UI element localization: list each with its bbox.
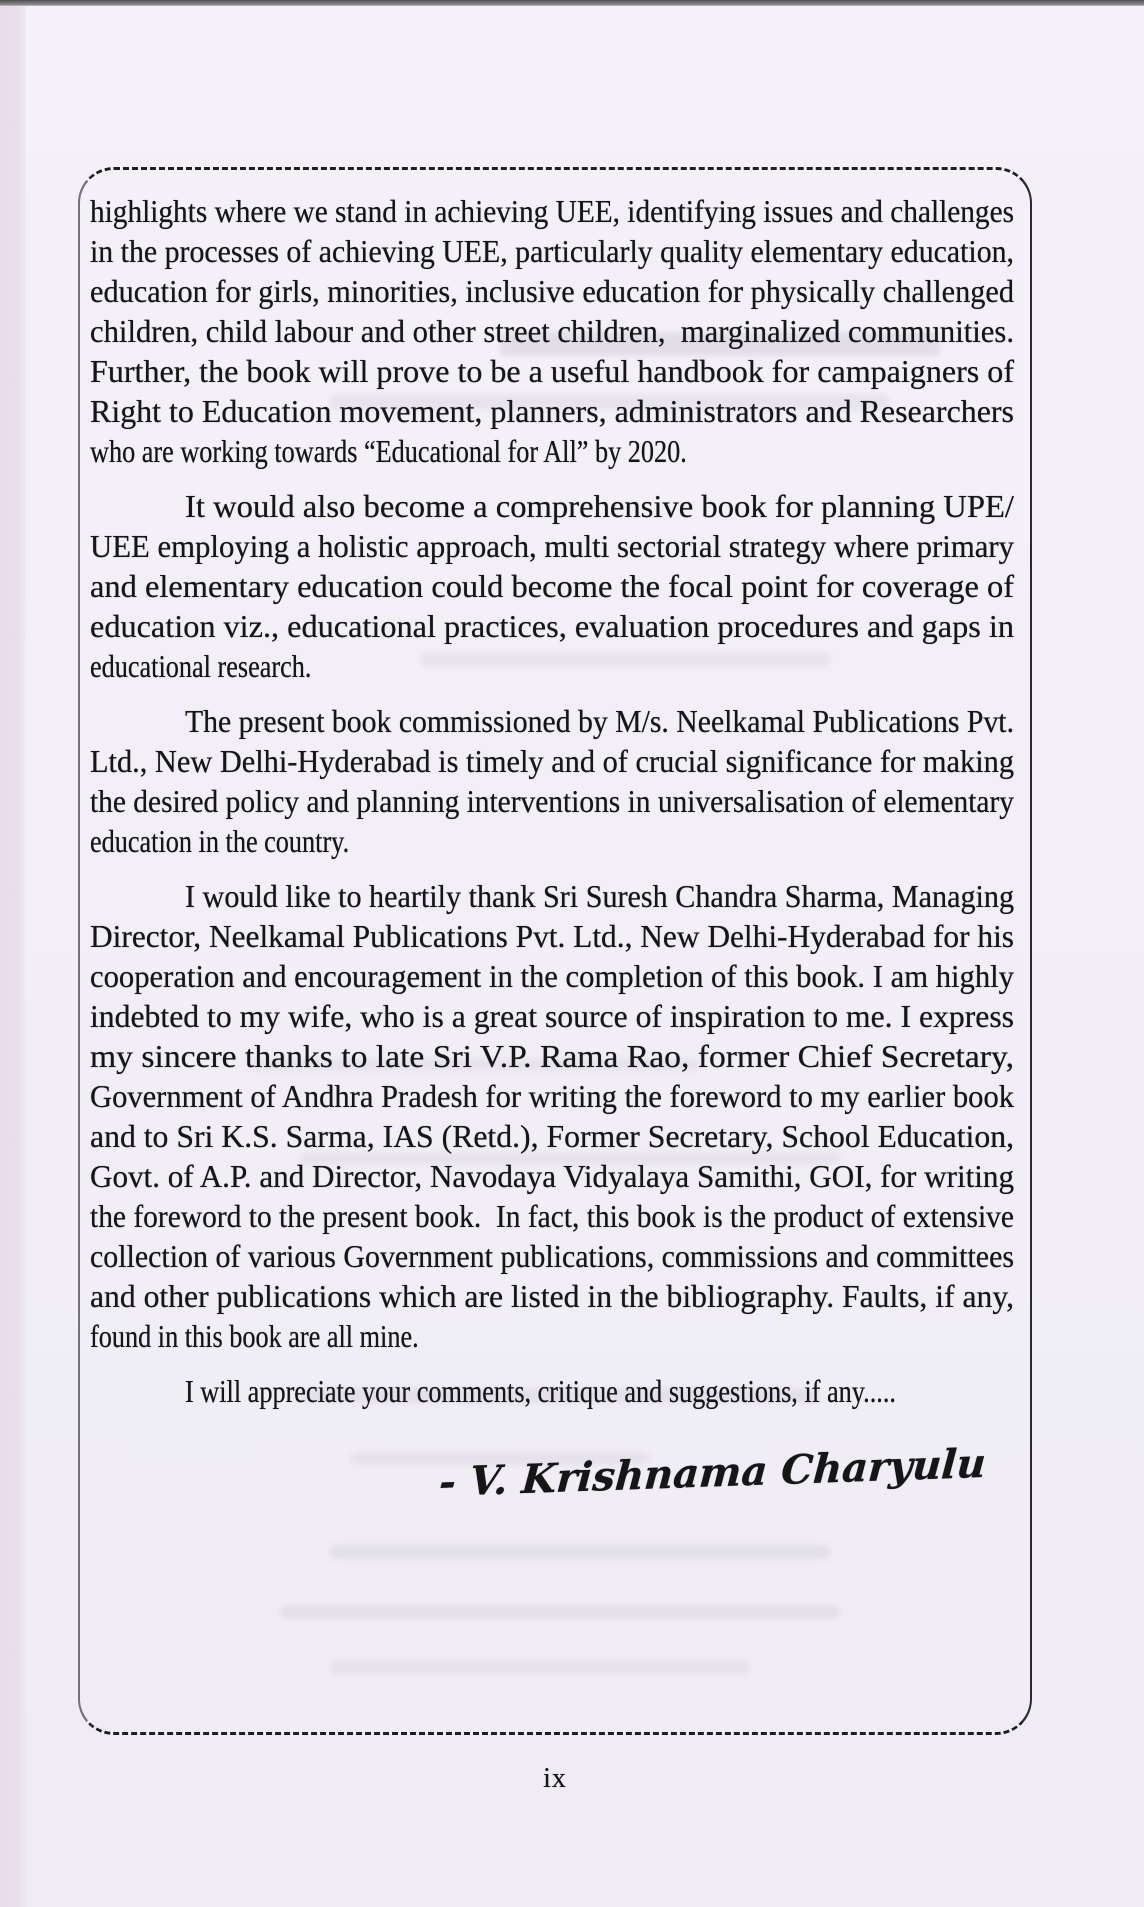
- paragraph: [90, 876, 1014, 1356]
- paragraphs: [90, 191, 1014, 1411]
- paragraph: [90, 701, 1014, 861]
- text-line: indebted to my wife, who is a great source of inspiration to me. I express: [90, 998, 1014, 1034]
- text-line: education viz., educational practices, evaluation procedures and gaps in: [90, 608, 1014, 644]
- text-line: cooperation and encouragement in the completion of this book. I am highly: [90, 958, 1014, 994]
- text-line: and elementary education could become the focal point for coverage of: [90, 568, 1014, 604]
- text-line: and to Sri K.S. Sarma, IAS (Retd.), Former Secretary, School Education,: [90, 1118, 1014, 1154]
- text-line: The present book commissioned by M/s. Neelkamal Publications Pvt.: [185, 703, 1014, 739]
- text-line: Director, Neelkamal Publications Pvt. Ltd., New Delhi-Hyderabad for his: [90, 918, 1014, 954]
- preface-text-panel: [78, 167, 1032, 1735]
- text-line: I will appreciate your comments, critique and suggestions, if any.....: [185, 1373, 896, 1409]
- text-line: highlights where we stand in achieving UEE, identifying issues and challenges: [90, 193, 1014, 229]
- text-line: children, child labour and other street children, marginalized communities.: [90, 313, 1014, 349]
- text-line: Govt. of A.P. and Director, Navodaya Vidyalaya Samithi, GOI, for writing: [90, 1158, 1014, 1194]
- text-line: Right to Education movement, planners, administrators and Researchers: [90, 393, 1014, 429]
- text-line: the desired policy and planning interventions in universalisation of elementary: [90, 783, 1014, 819]
- paragraph: [90, 1371, 1014, 1411]
- scanner-edge-top: [0, 0, 1144, 6]
- text-line: I would like to heartily thank Sri Suresh Chandra Sharma, Managing: [185, 878, 1014, 914]
- text-line: the foreword to the present book. In fact, this book is the product of extensive: [90, 1198, 1014, 1234]
- paragraph: [90, 486, 1014, 686]
- page-number: ix: [543, 1763, 567, 1794]
- text-line: education in the country.: [90, 823, 350, 859]
- text-line: Further, the book will prove to be a useful handbook for campaigners of: [90, 353, 1015, 389]
- text-line: collection of various Government publications, commissions and committees: [90, 1238, 1014, 1274]
- text-line: Ltd., New Delhi-Hyderabad is timely and of crucial significance for making: [90, 743, 1014, 779]
- text-line: UEE employing a holistic approach, multi sectorial strategy where primary: [90, 528, 1014, 564]
- text-line: It would also become a comprehensive book for planning UPE/: [185, 488, 1014, 524]
- text-line: and other publications which are listed in the bibliography. Faults, if any,: [90, 1278, 1014, 1314]
- text-line: who are working towards “Educational for All” by 2020.: [90, 433, 687, 469]
- text-line: education for girls, minorities, inclusive education for physically challenged: [90, 273, 1014, 309]
- text-block: [90, 191, 1015, 1507]
- page-edge-left: [0, 6, 26, 1907]
- text-line: found in this book are all mine.: [90, 1318, 419, 1354]
- paragraph: [90, 191, 1014, 471]
- signature: - V. Krishnama Charyulu: [437, 1439, 988, 1507]
- text-line: educational research.: [90, 648, 312, 684]
- text-line: Government of Andhra Pradesh for writing the foreword to my earlier book: [90, 1078, 1014, 1114]
- text-line: in the processes of achieving UEE, particularly quality elementary education,: [90, 233, 1014, 269]
- text-line: my sincere thanks to late Sri V.P. Rama Rao, former Chief Secretary,: [90, 1038, 1015, 1074]
